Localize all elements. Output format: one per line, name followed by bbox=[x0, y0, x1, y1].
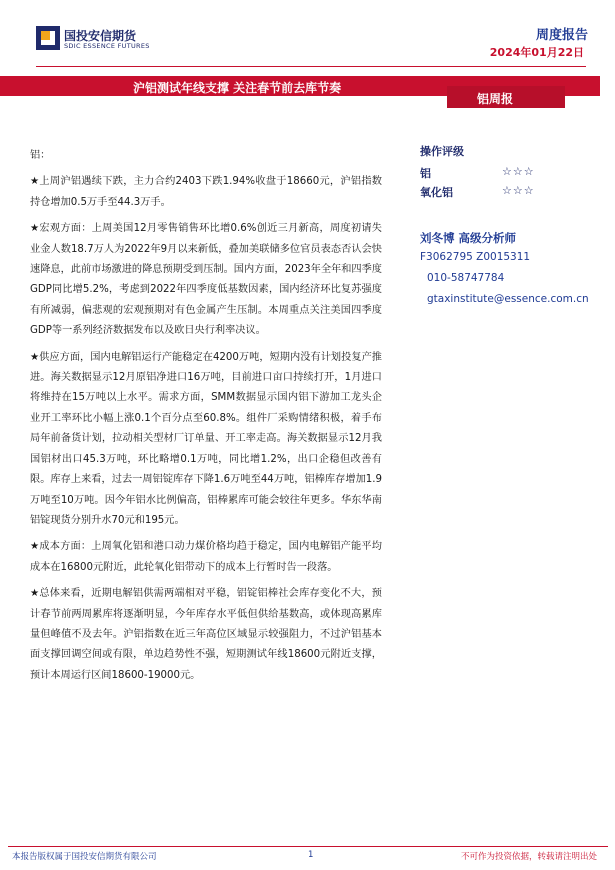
analyst-email[interactable]: gtaxinstitute@essence.com.cn bbox=[427, 293, 589, 305]
analyst-phone: 010-58747784 bbox=[427, 272, 505, 284]
footer-disclaimer: 不可作为投资依据，转载请注明出处 bbox=[460, 852, 597, 862]
brand-name-cn: 国投安信期货 bbox=[64, 29, 137, 43]
header-divider bbox=[36, 66, 586, 67]
page-number: 1 bbox=[308, 850, 314, 860]
brand-name-en: SDIC ESSENCE FUTURES bbox=[64, 42, 150, 50]
report-header bbox=[0, 0, 615, 70]
body-paragraph: ★成本方面：上周氧化铝和港口动力煤价格均趋于稳定，国内电解铝产能平均成本在16800元附近，此轮氧化铝带动下的成本上行暂时告一段落。 bbox=[30, 541, 382, 573]
company-logo-icon bbox=[36, 26, 60, 50]
footer-divider bbox=[8, 846, 608, 847]
report-category-label: 铝周报 bbox=[477, 92, 514, 106]
rating-title: 操作评级 bbox=[420, 145, 464, 158]
report-date: 2024年01月22日 bbox=[489, 46, 584, 59]
rating-name-aluminum: 铝 bbox=[420, 167, 431, 180]
report-body bbox=[30, 146, 382, 686]
report-title: 沪铝测试年线支撑 关注春节前去库节奏 bbox=[133, 81, 342, 95]
rating-stars-aluminum: ☆☆☆ bbox=[502, 165, 535, 178]
body-paragraph: ★宏观方面：上周美国12月零售销售环比增0.6%创近三月新高，周度初请失业金人数18.7万人为2022年9月以来新低，叠加美联储多位官员表态否认会快速降息，此前市场激进的降息预期受到压制。国内方面，2023年全年和四季度GDP同比增5.2%，考虑到2022年四季度低基数因素，国内经济环比复苏强度有所减弱，偏悲观的宏观预期对有色金属产生压制。本周重点关注美国四季度GDP等一系列经济数据发布以及欧日央行利率决议。 bbox=[30, 223, 382, 337]
footer-copyright: 本报告版权属于国投安信期货有限公司 bbox=[12, 852, 157, 862]
body-paragraph: ★供应方面，国内电解铝运行产能稳定在4200万吨，短期内没有计划投复产推进。海关数据显示12月原铝净进口16万吨，目前进口亩口持续打开，1月进口将维持在15万吨以上水平。需求方面，SMM数据显示国内铝下游加工龙头企业开工率环比小幅上涨0.1个百分点至60.8%。组件厂采购情绪积极，着手布局年前备货计划，拉动相关型材厂订单量、开工率走高。海关数据显示12月我国铝材出口45.3万吨，环比略增0.1万吨，同比增1.2%，出口企稳但改善有限。库存上来看，过去一周铝锭库存下降1.6万吨至44万吨，铝棒库存增加1.9万吨至10万吨。因今年铝水比例偏高，铝棒累库可能会较往年更多。华东华南铝锭现货分别升水70元和195元。 bbox=[30, 351, 382, 526]
body-paragraph: ★上周沪铝遇续下跌，主力合约2403下跌1.94%收盘于18660元，沪铝指数持仓增加0.5万手至44.3万手。 bbox=[30, 176, 382, 208]
body-paragraph: ★总体来看，近期电解铝供需两端相对平稳，铝锭铝棒社会库存变化不大，预计春节前两周累库将逐渐明显，今年库存水平低但供给基数高，或体现高累库量但峰值不及去年。沪铝指数在近三年高位区域显示较强阻力，不过沪铝基本面支撑回调空间或有限，单边趋势性不强，短期测试年线18600元附近支撑，预计本周运行区间18600-19000元。 bbox=[30, 588, 382, 681]
analyst-credentials: F3062795 Z0015311 bbox=[420, 251, 531, 263]
body-paragraph: 铝： bbox=[30, 150, 51, 161]
rating-name-alumina: 氧化铝 bbox=[420, 186, 453, 199]
report-type: 周度报告 bbox=[535, 28, 588, 43]
analyst-name: 刘冬博 高级分析师 bbox=[420, 231, 517, 245]
rating-stars-alumina: ☆☆☆ bbox=[502, 184, 535, 197]
